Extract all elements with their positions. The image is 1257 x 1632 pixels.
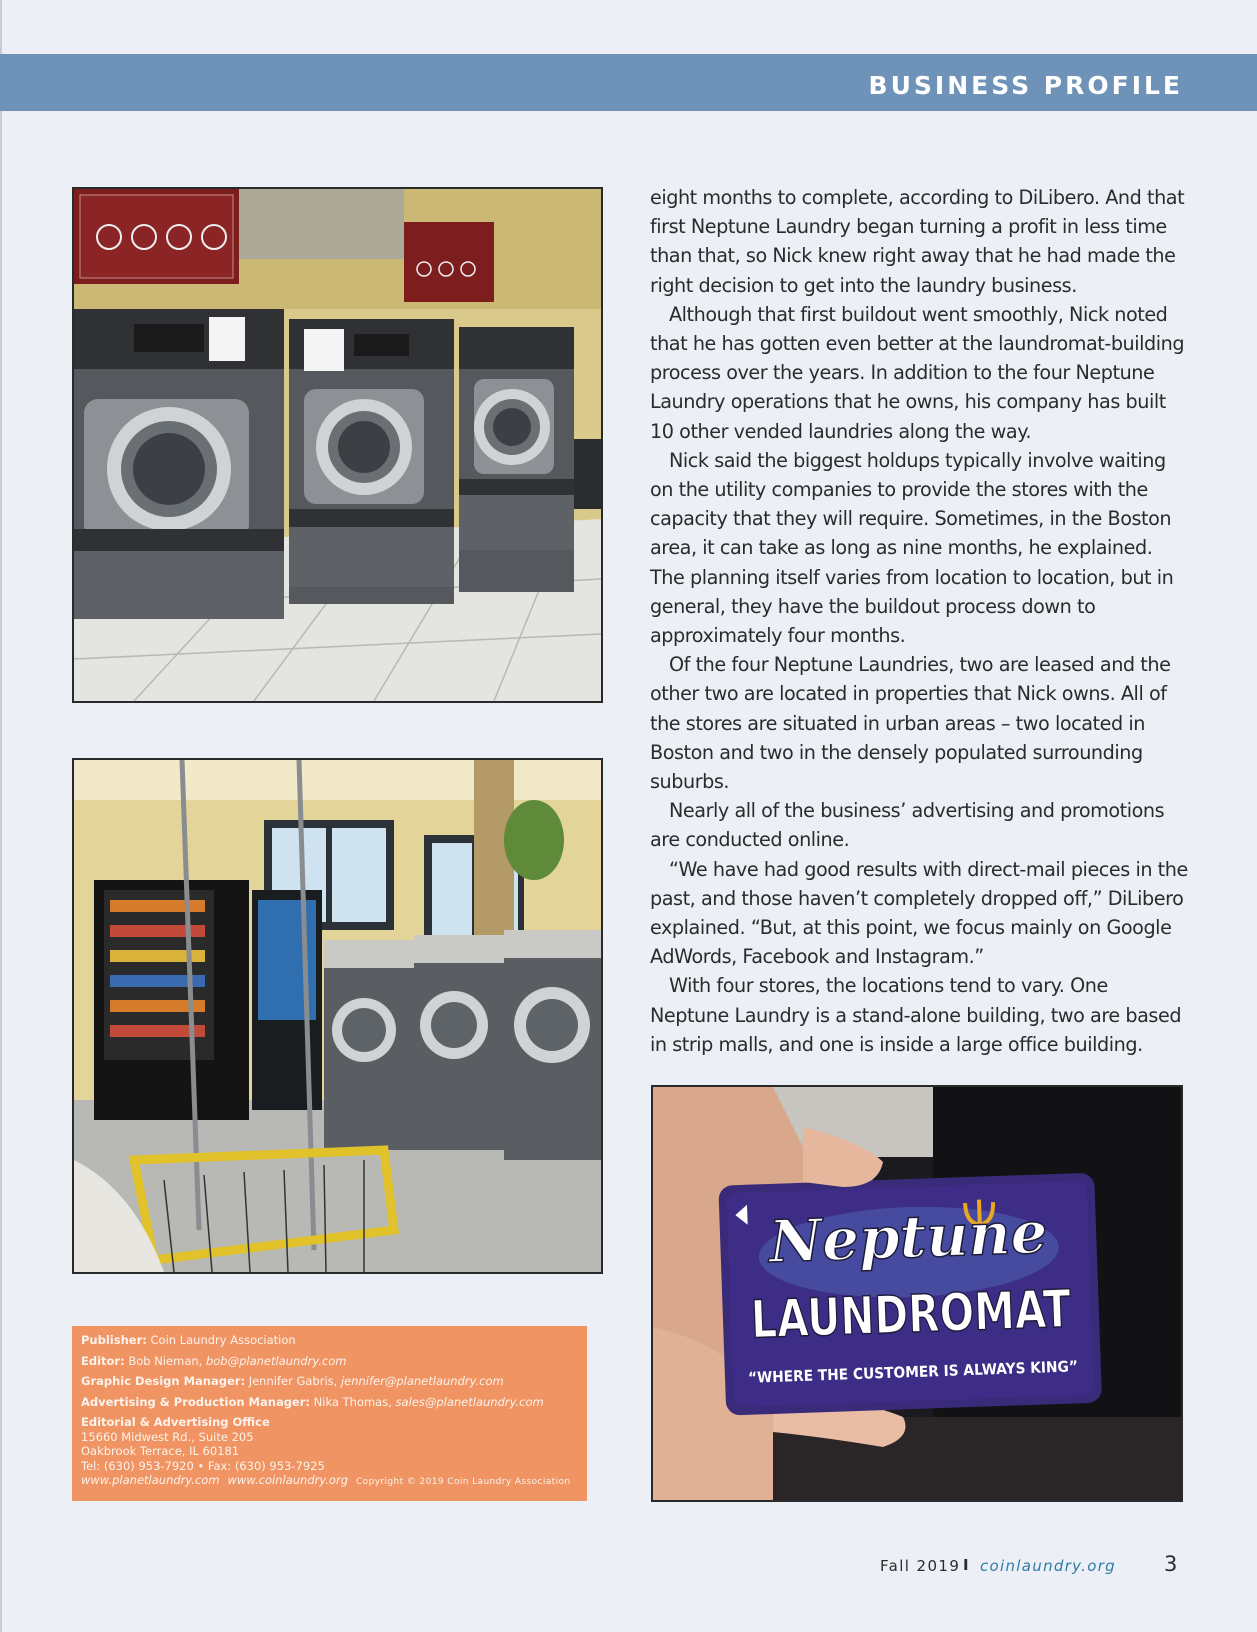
copyright-notice: Copyright © 2019 Coin Laundry Association: [356, 1477, 571, 1487]
ad-production-email[interactable]: sales@planetlaundry.com: [395, 1394, 544, 1409]
washers-photo: [72, 187, 603, 703]
website-link[interactable]: www.coinlaundry.org: [227, 1473, 348, 1487]
page-footer: [0, 1554, 1257, 1578]
card-tagline: “WHERE THE CUSTOMER IS ALWAYS KING”: [747, 1356, 1108, 1387]
office-label: Editorial & Advertising Office: [81, 1415, 270, 1429]
article-paragraph: With four stores, the locations tend to vary. One Neptune Laundry is a stand-alone building, two are based in strip malls, and one is inside a large office building.: [650, 974, 1182, 1056]
ad-production-line: Advertising & Production Manager: Nika Thomas, sales@planetlaundry.com: [81, 1394, 544, 1409]
page-number: 3: [1164, 1552, 1178, 1576]
website-link[interactable]: www.planetlaundry.com: [81, 1473, 220, 1487]
loyalty-card-photo: [651, 1085, 1183, 1502]
editor-email[interactable]: bob@planetlaundry.com: [205, 1353, 347, 1368]
address-line-2: Oakbrook Terrace, IL 60181: [81, 1444, 240, 1458]
article-paragraph: eight months to complete, according to DiLibero. And that first Neptune Laundry began turning a profit in less time than that, so Nick knew right away that he had made the right decision to get into the laundry business.: [650, 186, 1185, 297]
vending-washers-photo: [72, 758, 603, 1274]
section-title: BUSINESS PROFILE: [868, 71, 1183, 100]
footer-website[interactable]: coinlaundry.org: [980, 1557, 1117, 1575]
issue-label: Fall 2019: [880, 1557, 961, 1575]
design-email[interactable]: jennifer@planetlaundry.com: [340, 1374, 504, 1388]
article-paragraph: Nick said the biggest holdups typically involve waiting on the utility companies to provide the stores with the capacity that they will require. Sometimes, in the Boston area, it can take as long as nine months, he explained. The planning itself varies from location to location, but in general, they have the buildout process down to approximately four months.: [650, 448, 1174, 648]
design-manager-line: Graphic Design Manager: Jennifer Gabris, jennifer@planetlaundry.com: [81, 1374, 504, 1388]
washers-illustration: [74, 189, 601, 701]
article-paragraph: Although that first buildout went smoothly, Nick noted that he has gotten even better at the laundromat-building process over the years. In addition to the four Neptune Laundry operations that he owns, his company has built 10 other vended laundries along the way.: [650, 302, 1185, 443]
publisher-line: Publisher: Coin Laundry Association: [81, 1333, 296, 1347]
websites-line: [81, 1473, 578, 1490]
article-body: [650, 183, 1190, 1059]
card-brand-script: Neptune: [767, 1198, 1049, 1276]
vending-illustration: [74, 760, 601, 1272]
address-line-1: 15660 Midwest Rd., Suite 205: [81, 1429, 254, 1444]
loyalty-card-illustration: [653, 1087, 1181, 1500]
article-paragraph: Nearly all of the business’ advertising and promotions are conducted online.: [650, 799, 1165, 852]
editor-line: Editor: Bob Nieman, bob@planetlaundry.com: [81, 1353, 347, 1368]
phone-fax-line: Tel: (630) 953-7920 • Fax: (630) 953-7925: [81, 1458, 325, 1473]
footer-separator: I: [963, 1556, 969, 1574]
article-paragraph: Of the four Neptune Laundries, two are leased and the other two are located in properties that Nick owns. All of the stores are situated in urban areas – two located in Boston and two in the densely populated surrounding suburbs.: [650, 653, 1171, 794]
section-banner: [0, 54, 1257, 111]
card-brand-block: LAUNDROMAT: [749, 1276, 1161, 1351]
article-paragraph: “We have had good results with direct-mail pieces in the past, and those haven’t completely dropped off,” DiLibero explained. “But, at this point, we focus mainly on Google AdWords, Facebook and Instagram.”: [650, 857, 1188, 969]
office-block: [81, 1415, 578, 1490]
page-edge: [0, 0, 2, 1632]
masthead-box: [72, 1326, 587, 1501]
